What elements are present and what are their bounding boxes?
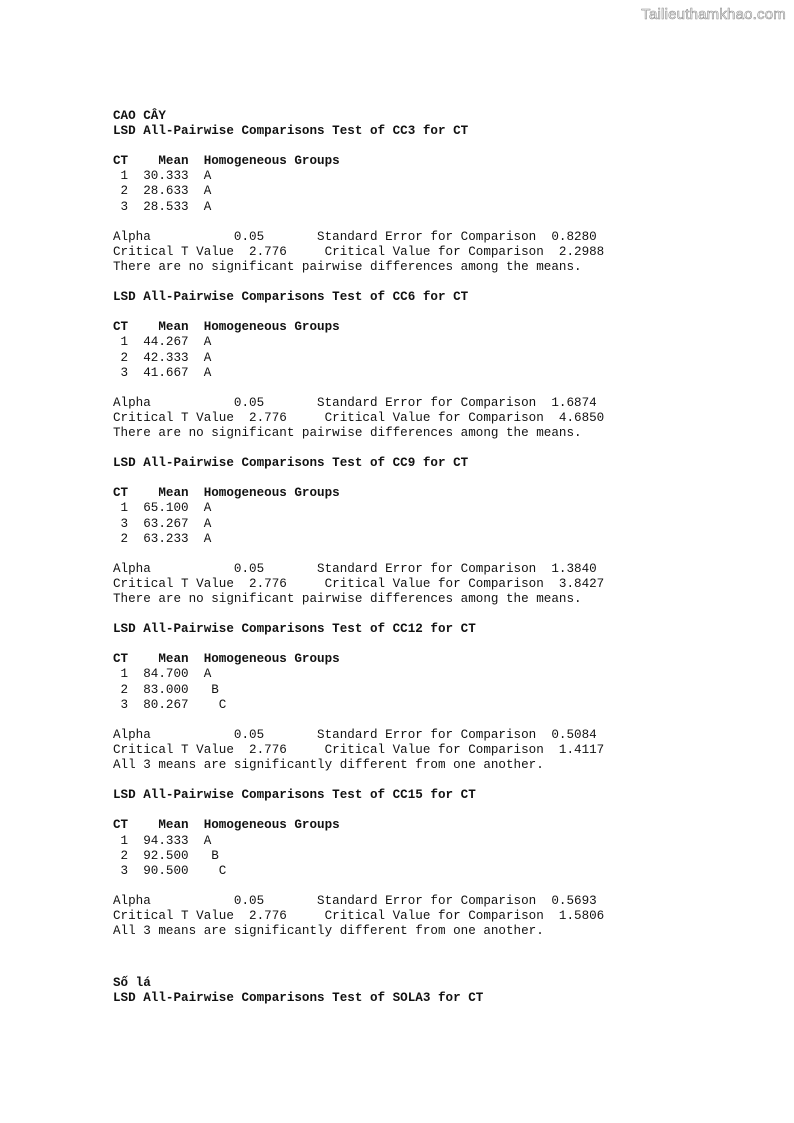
table-row: 2 83.000 B bbox=[113, 682, 219, 697]
table-header: CT Mean Homogeneous Groups bbox=[113, 154, 340, 169]
alpha-line: Alpha 0.05 Standard Error for Comparison 0.5084 bbox=[113, 727, 597, 742]
alpha-line: Alpha 0.05 Standard Error for Comparison 1.3840 bbox=[113, 561, 597, 576]
alpha-line: Alpha 0.05 Standard Error for Comparison 0.8280 bbox=[113, 229, 597, 244]
table-header: CT Mean Homogeneous Groups bbox=[113, 486, 340, 501]
table-row: 1 30.333 A bbox=[113, 169, 212, 184]
table-row: 3 41.667 A bbox=[113, 365, 212, 380]
conclusion-text: There are no significant pairwise differences among the means. bbox=[113, 259, 582, 274]
section-heading: CAO CÂY bbox=[113, 109, 166, 123]
conclusion-text: All 3 means are significantly different from one another. bbox=[113, 924, 544, 939]
conclusion-text: There are no significant pairwise differences among the means. bbox=[113, 592, 582, 606]
table-row: 3 28.533 A bbox=[113, 199, 212, 214]
test-title: LSD All-Pairwise Comparisons Test of SOLA3 for CT bbox=[113, 991, 484, 1006]
critical-value-line: Critical T Value 2.776 Critical Value for Comparison 2.2988 bbox=[113, 244, 605, 259]
table-row: 1 44.267 A bbox=[113, 335, 212, 350]
table-row: 2 63.233 A bbox=[113, 531, 212, 546]
table-row: 3 90.500 C bbox=[113, 863, 227, 878]
critical-value-line: Critical T Value 2.776 Critical Value for Comparison 1.4117 bbox=[113, 742, 605, 757]
critical-value-line: Critical T Value 2.776 Critical Value for Comparison 3.8427 bbox=[113, 576, 605, 591]
table-row: 2 42.333 A bbox=[113, 350, 212, 365]
alpha-line: Alpha 0.05 Standard Error for Comparison 1.6874 bbox=[113, 395, 597, 410]
table-row: 3 80.267 C bbox=[113, 697, 227, 712]
test-title: LSD All-Pairwise Comparisons Test of CC15 for CT bbox=[113, 788, 476, 803]
table-row: 3 63.267 A bbox=[113, 516, 212, 531]
table-header: CT Mean Homogeneous Groups bbox=[113, 818, 340, 833]
section-heading: Số lá bbox=[113, 976, 151, 991]
conclusion-text: There are no significant pairwise differences among the means. bbox=[113, 425, 582, 440]
table-row: 2 28.633 A bbox=[113, 184, 212, 199]
table-header: CT Mean Homogeneous Groups bbox=[113, 652, 340, 667]
test-title: LSD All-Pairwise Comparisons Test of CC9 for CT bbox=[113, 456, 469, 471]
table-row: 2 92.500 B bbox=[113, 848, 219, 863]
critical-value-line: Critical T Value 2.776 Critical Value for Comparison 4.6850 bbox=[113, 410, 605, 425]
conclusion-text: All 3 means are significantly different from one another. bbox=[113, 758, 544, 773]
document-body bbox=[113, 109, 753, 1006]
table-header: CT Mean Homogeneous Groups bbox=[113, 320, 340, 335]
table-row: 1 84.700 A bbox=[113, 667, 212, 682]
critical-value-line: Critical T Value 2.776 Critical Value for Comparison 1.5806 bbox=[113, 908, 605, 923]
alpha-line: Alpha 0.05 Standard Error for Comparison 0.5693 bbox=[113, 893, 597, 908]
test-title: LSD All-Pairwise Comparisons Test of CC12 for CT bbox=[113, 622, 476, 637]
test-title: LSD All-Pairwise Comparisons Test of CC6 for CT bbox=[113, 290, 469, 305]
test-title: LSD All-Pairwise Comparisons Test of CC3 for CT bbox=[113, 124, 469, 139]
table-row: 1 94.333 A bbox=[113, 833, 212, 848]
table-row: 1 65.100 A bbox=[113, 501, 212, 516]
watermark: Tailieuthamkhao.com bbox=[641, 6, 786, 23]
